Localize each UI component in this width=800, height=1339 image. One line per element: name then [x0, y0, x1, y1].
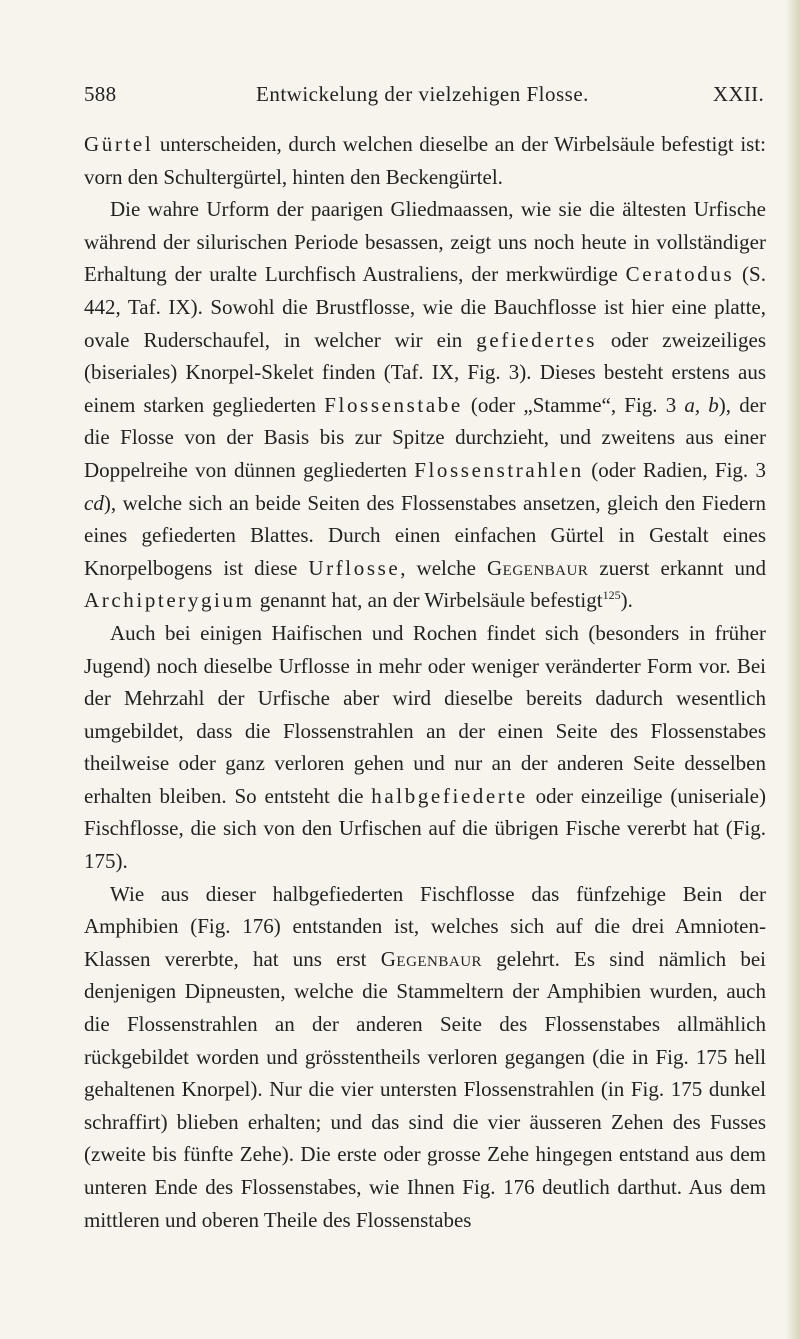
text-run: (oder „Stamme“, Fig. 3 [462, 392, 685, 417]
text-run: ), der die Flosse von der Basis bis zur Spitze durchzieht, und zweitens aus einer Doppelreihe von dünnen gegliederten [84, 392, 767, 482]
text-run: (oder Radien, Fig. 3 [583, 457, 766, 482]
spaced-term: halbgefiederte [371, 783, 528, 808]
spaced-term: Flossenstrahlen [414, 457, 584, 482]
paragraph-3 [84, 617, 766, 878]
text-run: zuerst erkannt und [588, 555, 766, 580]
paragraph-4 [84, 878, 766, 1237]
figure-ref-italic: cd [84, 490, 104, 515]
spaced-term: Urflosse [308, 555, 401, 580]
spaced-term: Gürtel [84, 132, 154, 156]
page-edge-shadow [786, 0, 800, 1339]
text-run: Die wahre Urform der paarigen Gliedmaassen, wie sie die ältesten Urfische während der silurischen Periode besassen, zeigt uns noch heute in vollständiger Erhaltung der uralte Lurchfisch Australiens, der merkwürdige [84, 197, 766, 287]
running-header [84, 82, 764, 116]
footnote-ref: 125 [602, 588, 621, 603]
text-run: Wie aus dieser halbgefiederten Fischflosse das fünfzehige Bein der Amphibien (Fig. 176) entstanden ist, welches sich auf die drei Amnioten-Klassen vererbte, hat uns erst [84, 881, 766, 971]
text-run: , welche [400, 555, 488, 580]
text-run: gelehrt. Es sind nämlich bei denjenigen Dipneusten, welche die Stammeltern der Amphibien wurden, auch die Flossenstrahlen an der anderen Seite des Flossenstabes allmählich rückgebildet worden und grösstentheils verloren gegangen (die in Fig. 175 hell gehaltenen Knorpel). Nur die vier untersten Flossenstrahlen (in Fig. 175 dunkel schraffirt) blieben erhalten; und das sind die vier äusseren Zehen des Fusses (zweite bis fünfte Zehe). Die erste oder grosse Zehe hingegen entstand aus dem unteren Ende des Flossenstabes, wie Ihnen Fig. 176 deutlich darthut. Aus dem mittleren und oberen Theile des Flossenstabes [84, 946, 766, 1232]
paragraph-1 [84, 128, 766, 193]
author-name: Gegenbaur [487, 555, 589, 580]
chapter-number: XXII. [712, 82, 764, 106]
text-run: Auch bei einigen Haifischen und Rochen findet sich (besonders in früher Jugend) noch dieselbe Urflosse in mehr oder weniger veränderter Form vor. Bei der Mehrzahl der Urfische aber wird dieselbe bereits dadurch wesentlich umgebildet, dass die Flossenstrahlen an der einen Seite des Flossenstabes theilweise oder ganz verloren gehen und nur an der anderen Seite desselben erhalten bleiben. So entsteht die [84, 620, 766, 808]
text-run: ), welche sich an beide Seiten des Flossenstabes ansetzen, gleich den Fiedern eines gefiederten Blattes. Durch einen einfachen Gürtel in Gestalt eines Knorpelbogens ist diese [84, 490, 766, 580]
spaced-term: Flossenstabe [324, 392, 463, 417]
text-run: ). [620, 588, 633, 613]
paragraph-2 [84, 193, 766, 617]
text-run: genannt hat, an der Wirbelsäule befestigt [254, 588, 603, 613]
text-run: oder einzeilige (uniseriale) Fischflosse, die sich von den Urfischen auf die übrigen Fische vererbt hat (Fig. 175). [84, 783, 766, 874]
figure-ref-italic: a, b [684, 392, 719, 417]
text-run: oder zweizeiliges (biseriales) Knorpel-Skelet finden (Taf. IX, Fig. 3). Dieses besteht erstens aus einem starken gegliederten [84, 327, 766, 417]
body-text [84, 128, 766, 1236]
author-name: Gegenbaur [380, 946, 483, 971]
text-run: unterscheiden, durch welchen dieselbe an der Wirbelsäule befestigt ist: vorn den Schultergürtel, hinten den Beckengürtel. [84, 132, 766, 189]
spaced-term: Ceratodus [625, 262, 735, 287]
text-run: (S. 442, Taf. IX). Sowohl die Brustflosse, wie die Bauchflosse ist hier eine platte, ovale Ruderschaufel, in welcher wir ein [84, 262, 766, 352]
running-title: Entwickelung der vielzehigen Flosse. [256, 82, 589, 106]
page-number: 588 [84, 82, 117, 106]
spaced-term: gefiedertes [476, 327, 597, 352]
spaced-term: Archipterygium [84, 588, 255, 613]
